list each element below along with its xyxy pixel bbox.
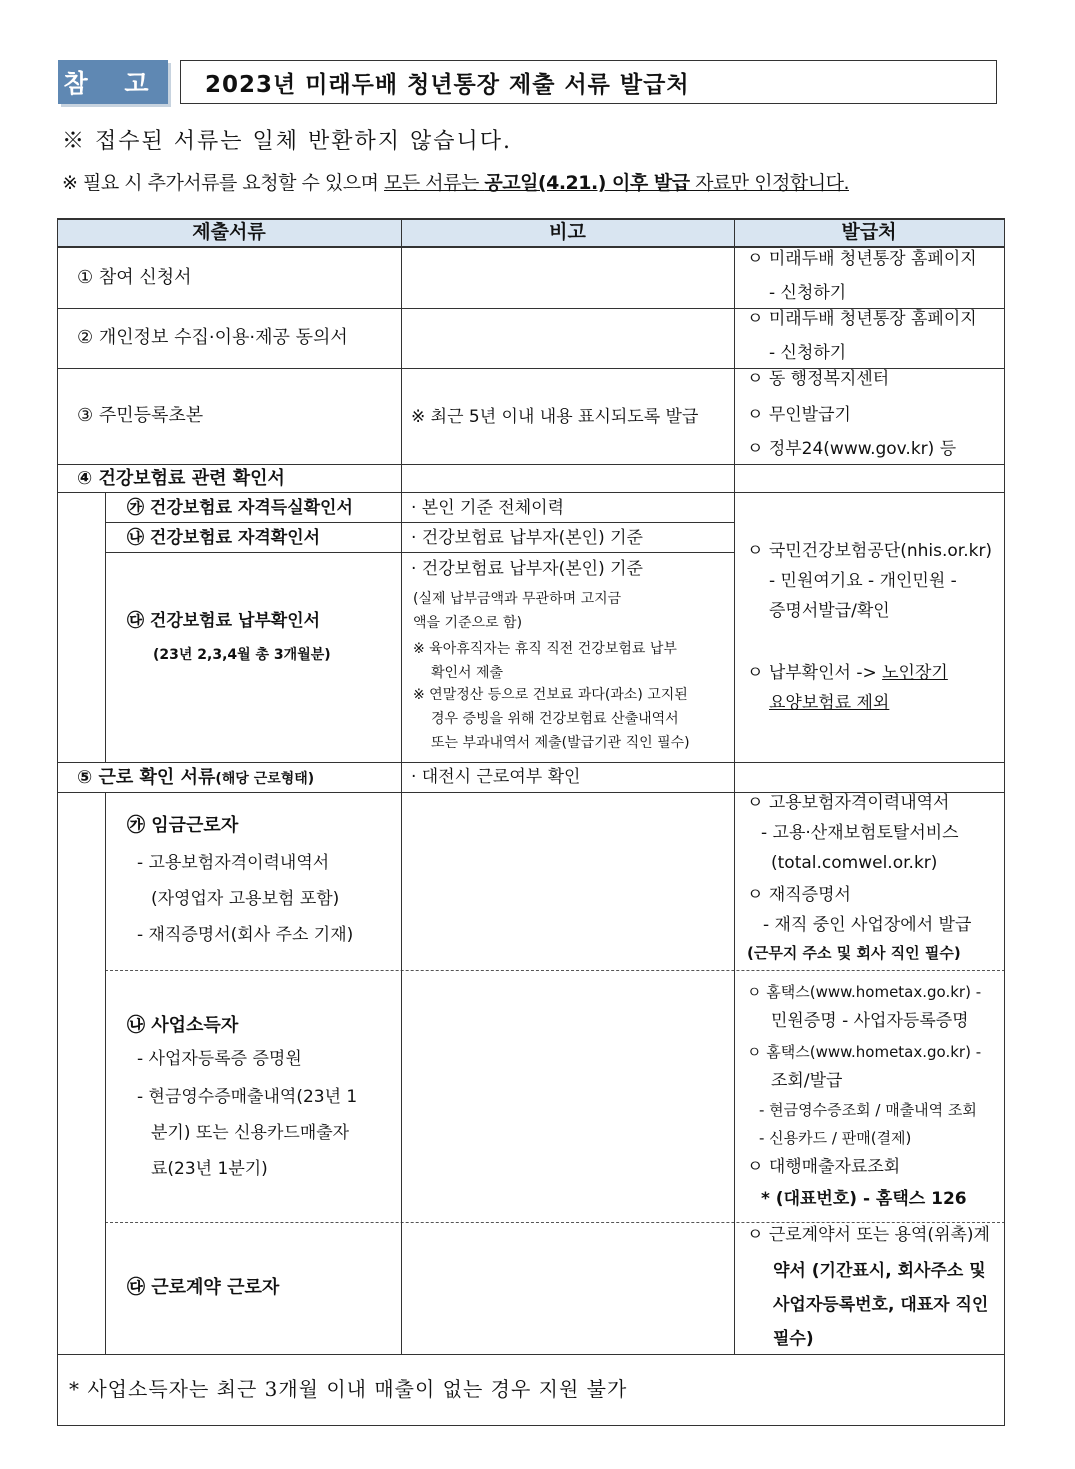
row4-issuer-line4-underlined: 노인장기 [882, 663, 948, 683]
row5b-line1: - 사업자등록증 증명원 [137, 1049, 302, 1069]
row5a-issuer-line2: - 고용·산재보험토탈서비스 [761, 823, 959, 843]
row3-document: ③ 주민등록초본 [77, 405, 204, 426]
row5a-issuer-line1: ㅇ 고용보험자격이력내역서 [747, 793, 950, 813]
row1-issuer-line1: ㅇ 미래두배 청년통장 홈페이지 [747, 249, 977, 269]
row4-issuer-line5: 요양보험료 제외 [769, 693, 890, 713]
notice-text: ※ 필요 시 추가서류를 요청할 수 있으며 [62, 172, 385, 194]
row5b-issuer-line6: - 신용카드 / 판매(결제) [759, 1129, 912, 1147]
row5c-issuer-line2: 약서 (기간표시, 회사주소 및 [773, 1261, 986, 1281]
header-issuer: 발급처 [841, 220, 897, 243]
table-border-bottom [57, 1425, 1005, 1426]
row3-issuer-line3: ㅇ 정부24(www.gov.kr) 등 [747, 439, 957, 459]
row5c-issuer-line4: 필수) [773, 1329, 814, 1349]
row4b-document: ㉯ 건강보험료 자격확인서 [127, 528, 321, 548]
row5b-issuer-line1: ㅇ 홈택스(www.hometax.go.kr) - [747, 983, 982, 1001]
row4c-remark-line1: · 건강보험료 납부자(본인) 기준 [411, 559, 643, 579]
row2-document: ② 개인정보 수집·이용·제공 동의서 [77, 327, 348, 348]
header-documents: 제출서류 [192, 220, 266, 243]
row-line [57, 1354, 1005, 1355]
row4c-remark-line2: (실제 납부금액과 무관하며 고지금 [413, 591, 622, 607]
row4-issuer-line1: ㅇ 국민건강보험공단(nhis.or.kr) [747, 541, 993, 561]
row5b-issuer-line4: 조회/발급 [771, 1071, 843, 1091]
table-border-left [57, 218, 58, 1426]
row4c-remark-line5: 확인서 제출 [431, 665, 504, 681]
row4c-remark-line3: 액을 기준으로 함) [413, 615, 523, 631]
row5a-issuer-line3: (total.comwel.or.kr) [771, 853, 938, 873]
row5b-issuer-line8: * (대표번호) - 홈택스 126 [761, 1189, 967, 1209]
row-line [105, 522, 735, 523]
row4-document: ④ 건강보험료 관련 확인서 [77, 468, 285, 489]
row1-document: ① 참여 신청서 [77, 267, 192, 288]
row3-issuer-line2: ㅇ 무인발급기 [747, 405, 851, 425]
row4a-remark: · 본인 기준 전체이력 [411, 498, 564, 518]
row4c-remark-line4: ※ 육아휴직자는 휴직 직전 건강보험료 납부 [413, 641, 677, 657]
row5c-issuer-line1: ㅇ 근로계약서 또는 용역(위촉)계 [747, 1225, 990, 1245]
row5-document-note: (해당 근로형태) [215, 771, 315, 787]
row4a-document: ㉮ 건강보험료 자격득실확인서 [127, 498, 353, 518]
notice-underlined-1: 모든 서류는 [384, 172, 485, 194]
row-dashed-line [105, 1222, 1005, 1223]
row3-issuer-line1: ㅇ 동 행정복지센터 [747, 369, 890, 389]
row5b-line2: - 현금영수증매출내역(23년 1 [137, 1087, 358, 1107]
row3-remark: ※ 최근 5년 이내 내용 표시되도록 발급 [411, 407, 699, 427]
row4c-remark-line8: 또는 부과내역서 제출(발급기관 직인 필수) [431, 735, 690, 751]
row5-document-text: ⑤ 근로 확인 서류 [77, 767, 216, 788]
header-remarks: 비고 [549, 220, 586, 243]
row-line [57, 762, 1005, 763]
row5a-issuer-line5: - 재직 중인 사업장에서 발급 [763, 915, 972, 935]
row5b-issuer-line2: 민원증명 - 사업자등록증명 [771, 1011, 969, 1031]
row4-issuer-line4-text: ㅇ 납부확인서 -> [747, 663, 883, 683]
table-border-right [1004, 218, 1005, 1426]
reference-badge: 참 고 [58, 60, 168, 104]
row1-issuer-line2: - 신청하기 [769, 283, 847, 303]
page-title: 2023년 미래두배 청년통장 제출 서류 발급처 [180, 60, 997, 104]
row5c-issuer-line3: 사업자등록번호, 대표자 직인 [773, 1295, 989, 1315]
documents-table [57, 218, 1005, 1426]
row5b-title: ㉯ 사업소득자 [127, 1015, 239, 1036]
sub-col-line [105, 492, 106, 762]
row5a-line3: - 재직증명서(회사 주소 기재) [137, 925, 354, 945]
row4c-remark-line7: 경우 증빙을 위해 건강보험료 산출내역서 [431, 711, 679, 727]
row5a-line2: (자영업자 고용보험 포함) [151, 889, 340, 909]
notice-no-return: ※ 접수된 서류는 일체 반환하지 않습니다. [62, 129, 512, 154]
row-line [57, 464, 1005, 465]
row5c-title: ㉰ 근로계약 근로자 [127, 1277, 280, 1298]
row5-remark: · 대전시 근로여부 확인 [411, 767, 581, 787]
row2-issuer-line2: - 신청하기 [769, 343, 847, 363]
row5a-line1: - 고용보험자격이력내역서 [137, 853, 330, 873]
row5b-line3: 분기) 또는 신용카드매출자 [151, 1123, 350, 1143]
row-line [57, 492, 1005, 493]
row4b-remark: · 건강보험료 납부자(본인) 기준 [411, 528, 643, 548]
col-line [734, 218, 735, 1354]
table-footnote: * 사업소득자는 최근 3개월 이내 매출이 없는 경우 지원 불가 [69, 1377, 628, 1401]
row-line [105, 552, 735, 553]
row4-issuer-line3: 증명서발급/확인 [769, 601, 890, 621]
row5b-issuer-line7: ㅇ 대행매출자료조회 [747, 1157, 901, 1177]
row5b-issuer-line5: - 현금영수증조회 / 매출내역 조회 [759, 1101, 977, 1119]
row5b-line4: 료(23년 1분기) [151, 1159, 268, 1179]
row-dashed-line [105, 970, 1005, 971]
row4c-remark-line6: ※ 연말정산 등으로 건보료 과다(과소) 고지된 [413, 687, 688, 703]
row5a-issuer-line4: ㅇ 재직증명서 [747, 885, 851, 905]
row4-issuer-line2: - 민원여기요 - 개인민원 - [769, 571, 957, 591]
col-line [401, 218, 402, 1354]
notice-bold-date: 공고일(4.21.) 이후 발급 [484, 172, 690, 194]
notice-additional-docs [62, 168, 849, 195]
notice-underlined [384, 172, 849, 194]
row5a-title: ㉮ 임금근로자 [127, 815, 239, 836]
row5b-issuer-line3: ㅇ 홈택스(www.hometax.go.kr) - [747, 1043, 982, 1061]
row5-document [77, 766, 314, 789]
sub-col-line [105, 792, 106, 1354]
row4c-document: ㉰ 건강보험료 납부확인서 [127, 611, 321, 631]
row2-issuer-line1: ㅇ 미래두배 청년통장 홈페이지 [747, 309, 977, 329]
row4-issuer-line4 [747, 662, 948, 684]
notice-underlined-2: 자료만 인정합니다. [689, 172, 849, 194]
row4c-period: (23년 2,3,4월 총 3개월분) [153, 647, 331, 663]
row5a-issuer-line6: (근무지 주소 및 회사 직인 필수) [747, 944, 961, 962]
